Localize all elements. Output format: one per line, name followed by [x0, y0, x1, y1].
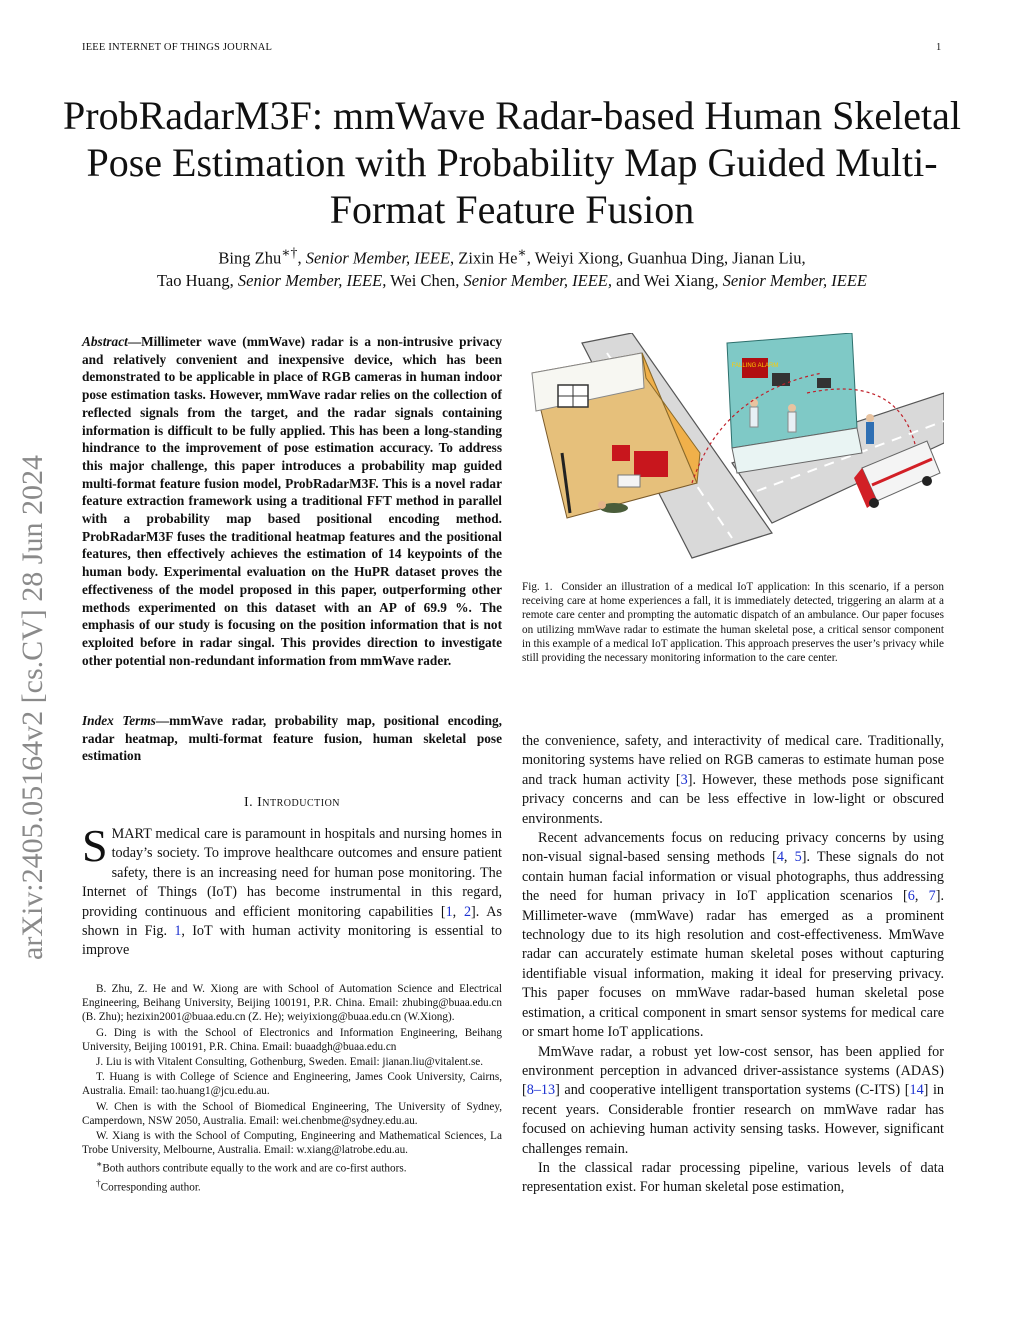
paragraph: the convenience, safety, and interactivity of medical care. Traditionally, monitoring systems have relied on RGB cameras to estimate human pose and track human activity [3]. However, these methods pose significant privacy concerns and can be less effective in low-light or obscured environments. [522, 733, 944, 827]
footnote: J. Liu is with Vitalent Consulting, Gothenburg, Sweden. Email: jianan.liu@vitalent.se. [96, 1056, 484, 1069]
citation-link[interactable]: 2 [463, 903, 472, 920]
index-terms-label: Index Terms [82, 713, 156, 728]
right-column-text [522, 732, 944, 1198]
footnote: T. Huang is with College of Science and Engineering, James Cook University, Cairns, Australia. Email: tao.huang1@jcu.edu.au. [82, 1071, 502, 1098]
section-heading: I. Introduction [243, 795, 341, 810]
author-line-1: Bing Zhu∗†, Senior Member, IEEE, Zixin He∗, Weiyi Xiong, Guanhua Ding, Jianan Liu, [218, 245, 806, 268]
paragraph: In the classical radar processing pipeline, various levels of data representation exist. For human skeletal pose estimation, [522, 1159, 944, 1196]
footnote: †Corresponding author. [96, 1179, 201, 1195]
citation-link[interactable]: 8–13 [526, 1082, 556, 1099]
footnote: W. Chen is with the School of Biomedical Engineering, The University of Sydney, Camperdown, NSW 2050, Australia. Email: wei.chenbme@sydney.edu.au. [82, 1100, 502, 1127]
footnote: W. Xiang is with the School of Computing, Engineering and Mathematical Sciences, La Trobe University, Melbourne, Australia. Email: w.xiang@latrobe.edu.au. [82, 1130, 502, 1157]
author-line-2: Tao Huang, Senior Member, IEEE, Wei Chen, Senior Member, IEEE, and Wei Xiang, Senior Member, IEEE [157, 270, 867, 290]
index-terms [82, 712, 502, 765]
footnote: G. Ding is with the School of Electronics and Information Engineering, Beihang University, Beijing 100191, P.R. China. Email: buaadgh@buaa.edu.cn [82, 1026, 502, 1053]
drop-cap: S [82, 820, 108, 871]
figure-illustration [522, 333, 944, 573]
alarm-sign-text: FALLING ALARM [731, 363, 779, 369]
abstract-label: Abstract [82, 334, 128, 349]
paragraph: MmWave radar, a robust yet low-cost sensor, has been applied for environment perception in advanced driver-assistance systems (ADAS) [8–13] and cooperative intelligent transportation systems (C-ITS) [14] in recent years. Considerable frontier research on mmWave radar has focused on achieving human activity sensing tasks. However, significant challenges remain. [522, 1043, 944, 1157]
index-terms-text: —mmWave radar, probability map, positional encoding, radar heatmap, multi-format feature fusion, human skeletal pose estimation [82, 713, 502, 764]
citation-link[interactable]: 6 [907, 888, 915, 905]
iot-scene-illustration [522, 333, 944, 573]
intro-paragraph: SMART medical care is paramount in hospitals and nursing homes in today’s society. To improve healthcare outcomes and ensure patient safety, there is an increasing need for human pose monitoring. The Internet of Things (IoT) has become instrumental in this regard, providing continuous and efficient monitoring capabilities [1, 2]. As shown in Fig. 1, IoT with human activity monitoring is essential to improve [82, 820, 502, 959]
paper-title: ProbRadarM3F: mmWave Radar-based Human Skeletal Pose Estimation with Probability Map Guided Multi-Format Feature Fusion [63, 93, 961, 232]
citation-link[interactable]: 3 [680, 771, 688, 788]
citation-link[interactable]: 4 [776, 849, 784, 866]
citation-link[interactable]: 1 [445, 903, 453, 920]
footnotes [82, 982, 502, 1196]
figure-link[interactable]: 1 [174, 923, 182, 940]
abstract-text: —Millimeter wave (mmWave) radar is a non-intrusive privacy and relatively convenient and inexpensive device, which has been demonstrated to be applicable in place of RGB cameras in human indoor pose estimation tasks. However, mmWave radar relies on the collection of reflected signals from the target, and the radar signals containing information is difficult to be fully applied. This has been a long-standing hindrance to the improvement of pose estimation accuracy. To address this major challenge, this paper introduces a probability map guided multi-format feature fusion model, ProbRadarM3F. This is a novel radar feature extraction framework using a traditional FFT method in parallel with a probability map based positional encoding method. ProbRadarM3F fuses the traditional heatmap features and the positional features, then effectively achieves the estimation of 14 keypoints of the human body. Experimental evaluation on the HuPR dataset proves the effectiveness of the model proposed in this paper, outperforming other methods experimented on this dataset with an AP of 69.9 %. The emphasis of our study is focusing on the position information that is not exploited before in radar singal. This provides direction to investigate other potential non-redundant information from mmWave rader. [82, 334, 502, 668]
journal-header: IEEE INTERNET OF THINGS JOURNAL [82, 42, 273, 53]
figure-caption: Fig. 1. Consider an illustration of a medical IoT application: In this scenario, if a person receiving care at home experiences a fall, it is immediately detected, triggering an alarm at a remote care center and prompting the automatic dispatch of an ambulance. Our paper focuses on utilizing mmWave radar to estimate the human skeletal pose, a critical sensor component in this example of a medical IoT application. This approach preserves the user’s privacy while still providing the necessary monitoring information to the care center. [522, 581, 944, 665]
citation-link[interactable]: 14 [909, 1082, 924, 1099]
paragraph: Recent advancements focus on reducing privacy concerns by using non-visual signal-based sensing methods [4, 5]. These signals do not contain human facial information or visual photographs, thus addressing the need for human privacy in IoT application scenarios [6, 7]. Millimeter-wave (mmWave) radar has emerged as a prominent technology due to its high resolution and cost-effectiveness. MmWave radar can accurately estimate human skeletal poses without capturing identifiable visual information, making it ideal for preserving privacy. This paper focuses on mmWave radar-based human skeletal pose estimation, a critical component in smart sensor systems for medical care or smart home IoT applications. [522, 830, 945, 1041]
citation-link[interactable]: 5 [794, 849, 802, 866]
author-list [60, 242, 964, 292]
citation-link[interactable]: 7 [928, 888, 936, 905]
page-number: 1 [936, 42, 942, 53]
abstract [82, 333, 502, 669]
footnote: B. Zhu, Z. He and W. Xiong are with School of Automation Science and Electrical Engineering, Beihang University, Beijing 100191, P.R. China. Email: zhubing@buaa.edu.cn (B. Zhu); hezixin2001@buaa.edu.cn (Z. He); weiyixiong@buaa.edu.cn (W.Xiong). [82, 983, 502, 1024]
footnote: ∗Both authors contribute equally to the work and are co-first authors. [96, 1160, 407, 1176]
arxiv-stamp: arXiv:2405.05164v2 [cs.CV] 28 Jun 2024 [16, 455, 49, 960]
